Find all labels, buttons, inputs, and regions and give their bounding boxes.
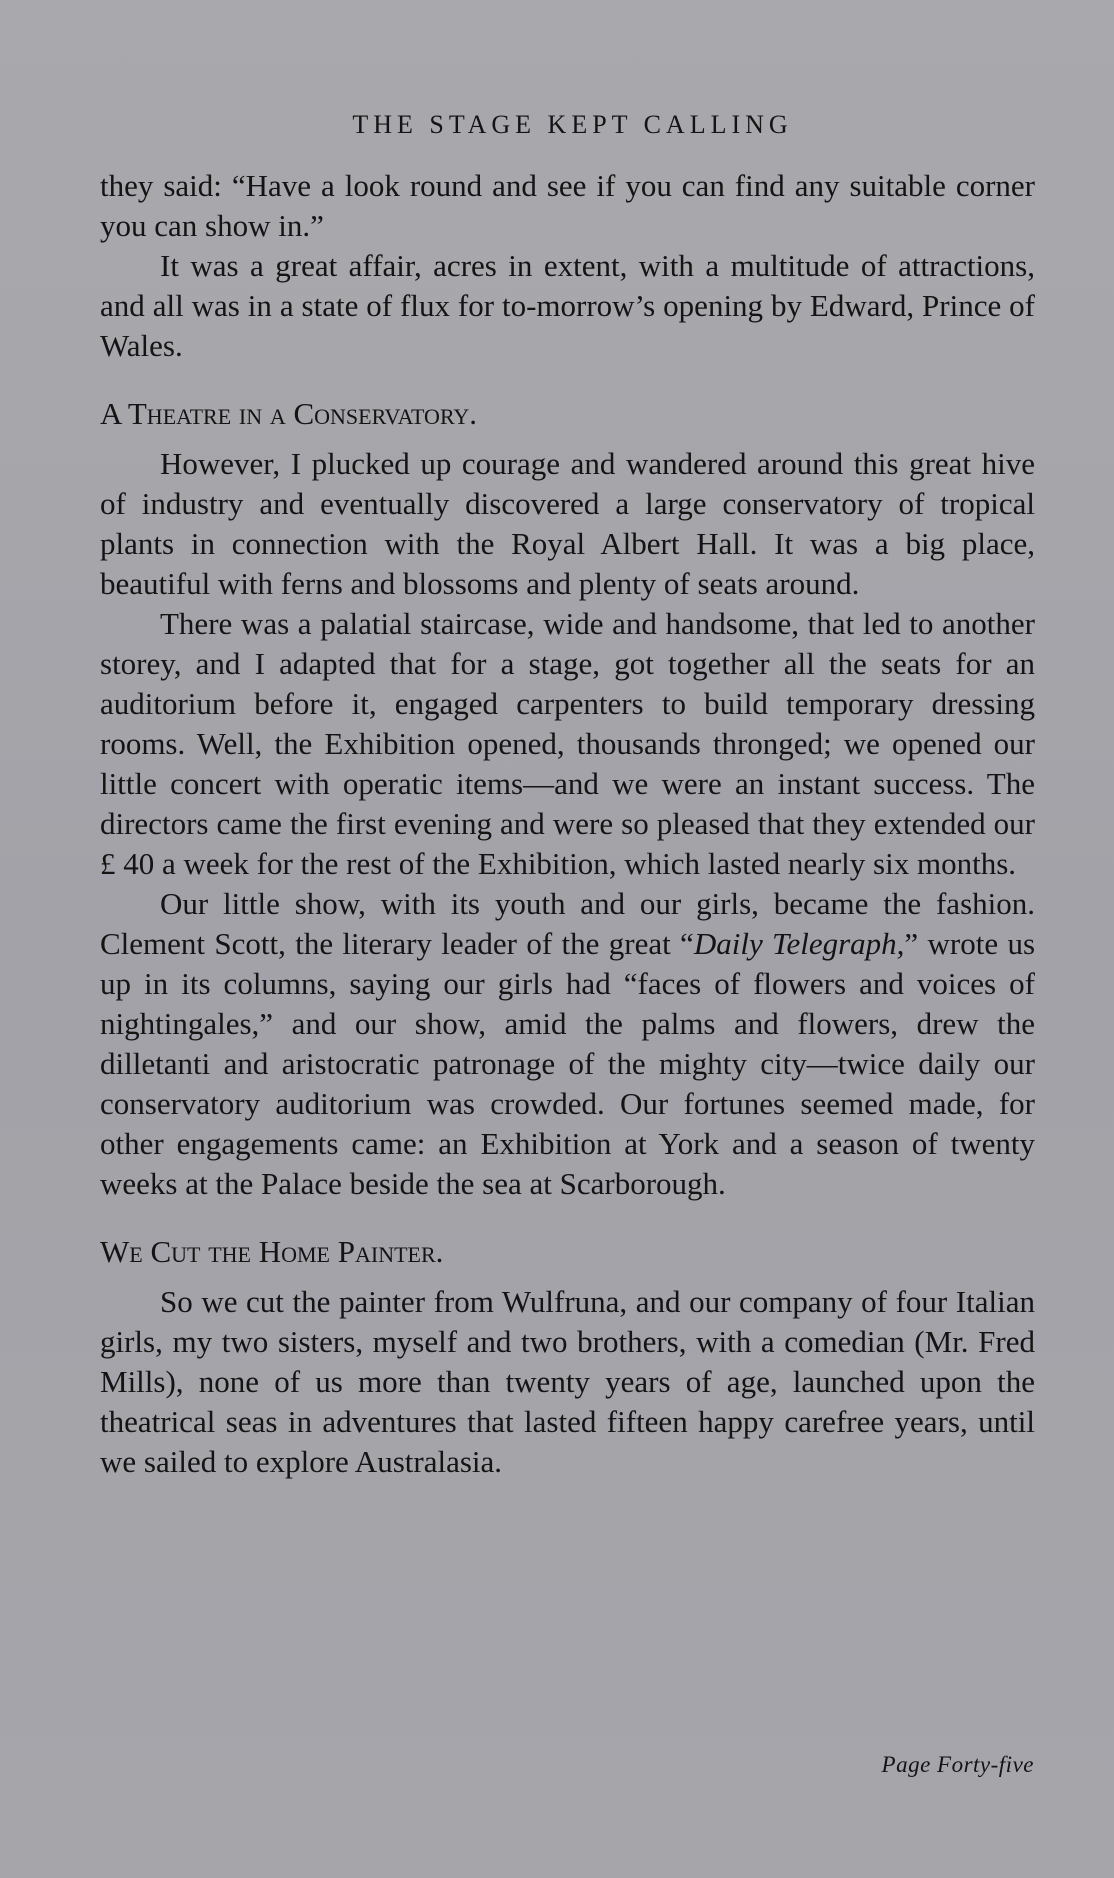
book-page xyxy=(100,100,1035,1482)
paragraph-5-end: ” wrote us up in its columns, saying our girls had “faces of flowers and voices of nightingales,” and our show, amid the palms and flowers, drew the dilletanti and aristocratic patronage of the mighty city—twice daily our conservatory auditorium was crowded. Our fortunes seemed made, for other engagements came: an Exhibition at York and a season of twenty weeks at the Palace beside the sea at Scarborough. xyxy=(100,926,1036,1201)
paragraph-5-start: Our little show, with its youth and our girls, became the fashion. Clement Scott, the literary leader of the great “ xyxy=(100,886,1035,961)
running-title: THE STAGE KEPT CALLING xyxy=(352,110,793,139)
section-heading-painter: We Cut the Home Painter. xyxy=(100,1234,444,1269)
paragraph-5 xyxy=(100,884,1035,1204)
paragraph-6: So we cut the painter from Wulfruna, and our company of four Italian girls, my two sisters, myself and two brothers, with a comedian (Mr. Fred Mills), none of us more than twenty years of age, launched upon the theatrical seas in adventures that lasted fifteen happy carefree years, until we sailed to explore Australasia. xyxy=(100,1284,1035,1479)
paragraph-2: It was a great affair, acres in extent, with a multitude of attractions, and all was in a state of flux for to-morrow’s opening by Edward, Prince of Wales. xyxy=(100,248,1035,363)
section-heading-theatre: A Theatre in a Conservatory. xyxy=(100,396,478,431)
page-number: Page Forty-five xyxy=(881,1752,1034,1777)
paragraph-1: they said: “Have a look round and see if you can find any suitable corner you can show in.” xyxy=(100,168,1035,243)
paragraph-4: There was a palatial staircase, wide and handsome, that led to another storey, and I adapted that for a stage, got together all the seats for an auditorium before it, engaged carpenters to build temporary dressing rooms. Well, the Exhibition opened, thousands thronged; we opened our little concert with operatic items—and we were an instant success. The directors came the first evening and were so pleased that they extended our £ 40 a week for the rest of the Exhibition, which lasted nearly six months. xyxy=(100,606,1035,881)
newspaper-title: Daily Telegraph, xyxy=(693,926,905,961)
paragraph-3: However, I plucked up courage and wandered around this great hive of industry and eventually discovered a large conservatory of tropical plants in connection with the Royal Albert Hall. It was a big place, beautiful with ferns and blossoms and plenty of seats around. xyxy=(100,446,1035,601)
